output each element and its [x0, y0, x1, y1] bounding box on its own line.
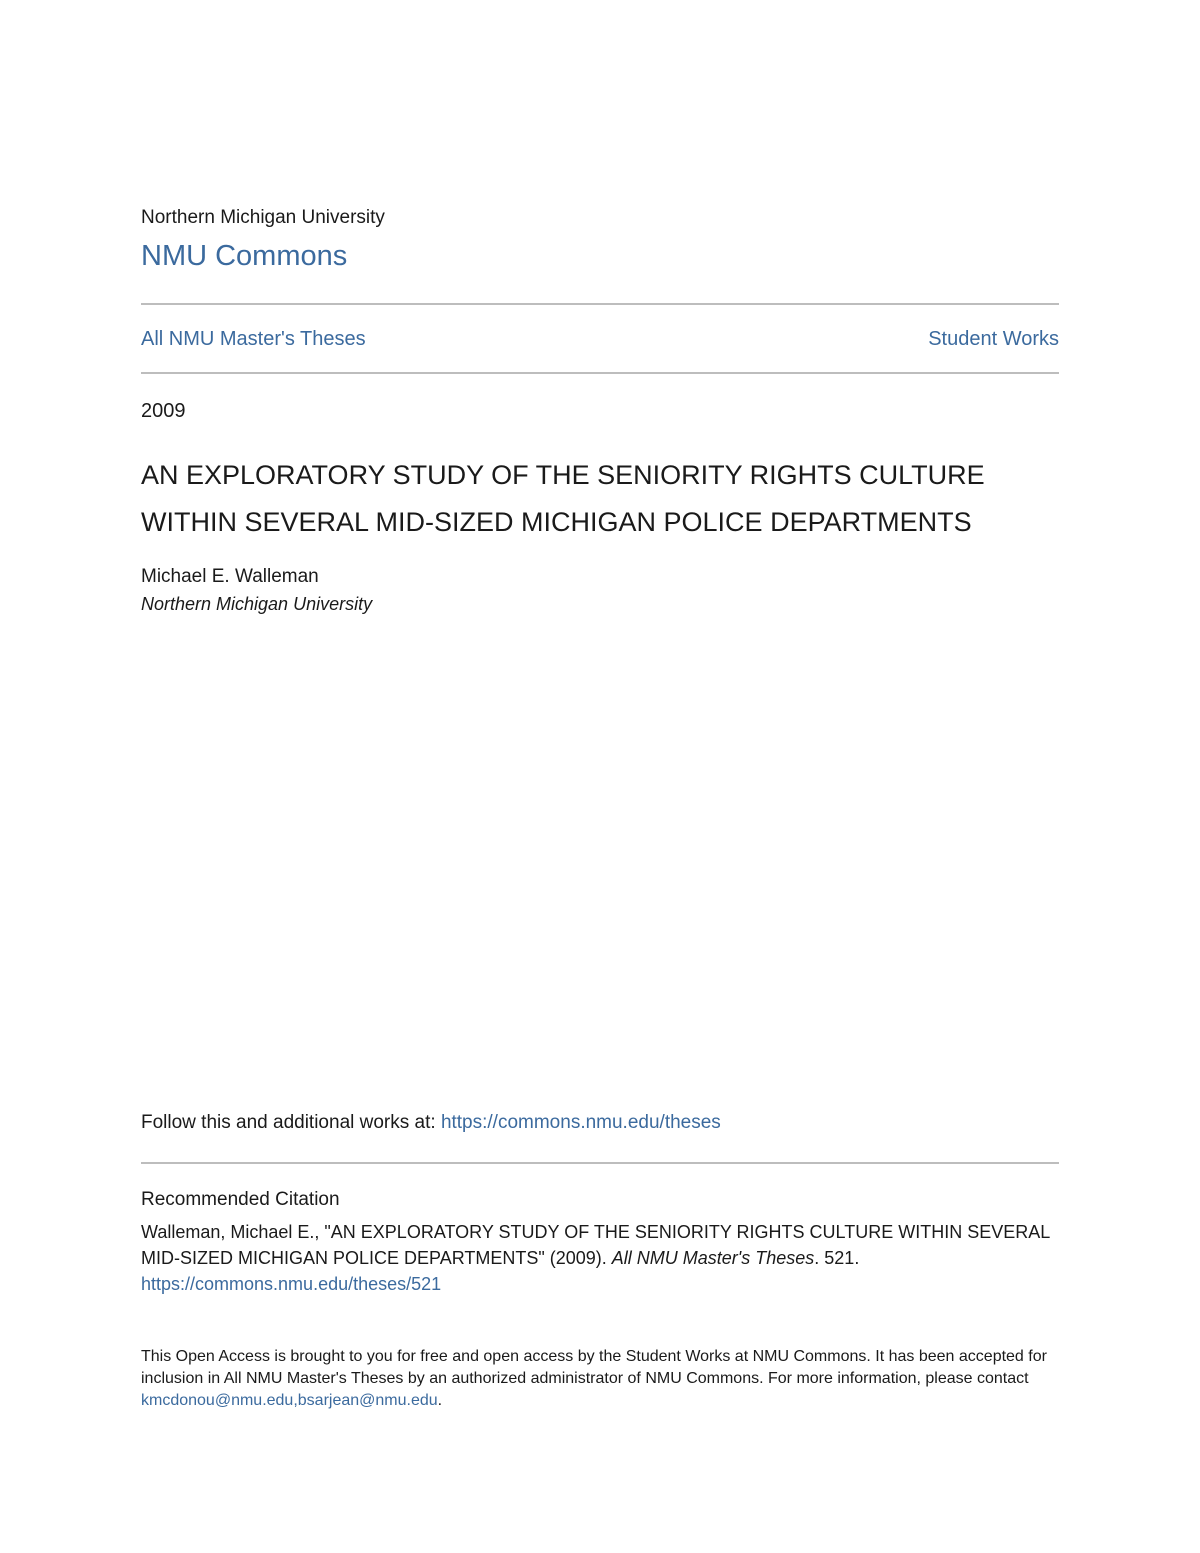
citation-text	[141, 1219, 1059, 1297]
document-title	[141, 452, 1059, 546]
notice-end: .	[437, 1392, 443, 1409]
follow-prefix: Follow this and additional works at:	[141, 1112, 441, 1133]
publication-year: 2009	[141, 400, 186, 422]
community-link[interactable]: Student Works	[928, 328, 1059, 350]
divider-bottom	[141, 1162, 1059, 1164]
citation-url-link[interactable]: https://commons.nmu.edu/theses/521	[141, 1274, 442, 1294]
citation-line-1: Walleman, Michael E., "AN EXPLORATORY STUDY OF THE SENIORITY RIGHTS CULTURE WITHIN SEVERAL	[141, 1222, 1051, 1242]
title-line-2: WITHIN SEVERAL MID-SIZED MICHIGAN POLICE DEPARTMENTS	[141, 507, 972, 537]
citation-line-2: MID-SIZED MICHIGAN POLICE DEPARTMENTS" (2009).	[141, 1248, 612, 1268]
citation-heading: Recommended Citation	[141, 1189, 340, 1210]
institution-name: Northern Michigan University	[141, 207, 385, 228]
citation-number: . 521.	[814, 1248, 860, 1268]
contact-email-link[interactable]: kmcdonou@nmu.edu,bsarjean@nmu.edu	[141, 1392, 438, 1409]
citation-series: All NMU Master's Theses	[611, 1248, 815, 1268]
notice-text: This Open Access is brought to you for free and open access by the Student Works at NMU Commons. It has been accepted for inclusion in All NMU Master's Theses by an authorized administrator of NMU Commons. For more information, please contact	[141, 1348, 1047, 1387]
open-access-notice	[141, 1346, 1059, 1412]
divider-top	[141, 303, 1059, 305]
author-name: Michael E. Walleman	[141, 566, 319, 587]
divider-nav	[141, 372, 1059, 374]
follow-line	[141, 1112, 721, 1134]
follow-url-link[interactable]: https://commons.nmu.edu/theses	[440, 1112, 721, 1133]
repository-link[interactable]: NMU Commons	[141, 240, 348, 272]
author-affiliation: Northern Michigan University	[141, 594, 373, 614]
collection-link[interactable]: All NMU Master's Theses	[141, 328, 366, 350]
title-line-1: AN EXPLORATORY STUDY OF THE SENIORITY RIGHTS CULTURE	[141, 460, 985, 490]
cover-page	[141, 0, 1059, 1553]
